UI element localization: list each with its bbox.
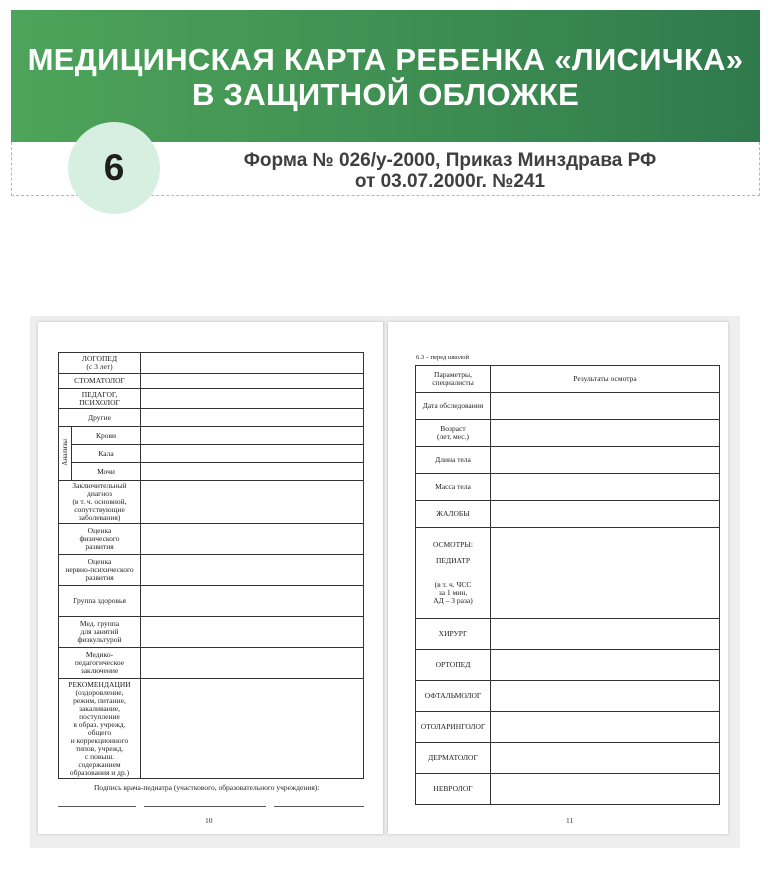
row-label: ХИРУРГ [416,619,491,650]
input-cell[interactable] [141,409,364,427]
row-label: ОСМОТРЫ: ПЕДИАТР (в т. ч. ЧСС за 1 мин, АД – 3 раза) [416,528,491,619]
row-label: Кала [72,445,141,463]
form-line-1: Форма № 026/у-2000, Приказ Минздрава РФ [243,150,657,171]
row-label: Группа здоровья [59,586,141,617]
table-row [416,774,720,805]
number-badge: 6 [68,122,160,214]
input-cell[interactable] [141,427,364,445]
left-page [38,322,384,834]
table-header-row [416,366,720,393]
signature-line[interactable] [274,806,364,807]
row-label: Дата обследования [416,393,491,420]
row-label: Оценка физического развития [59,524,141,555]
input-cell[interactable] [491,474,720,501]
row-label: ЛОГОПЕД (с 3 лет) [59,353,141,374]
input-cell[interactable] [491,774,720,805]
signature-line[interactable] [144,806,266,807]
form-line-2: от 03.07.2000г. №241 [354,171,546,192]
table-row [416,474,720,501]
right-page [388,322,728,834]
input-cell[interactable] [491,528,720,619]
table-row [416,420,720,447]
row-label: Оценка нервно-психического развития [59,555,141,586]
input-cell[interactable] [141,679,364,779]
input-cell[interactable] [491,743,720,774]
table-row [59,586,364,617]
page-number: 10 [205,816,213,825]
table-row [59,409,364,427]
table-row [416,447,720,474]
table-row [59,353,364,374]
table-row [59,679,364,779]
input-cell[interactable] [491,712,720,743]
row-label: СТОМАТОЛОГ [59,374,141,389]
table-row [59,463,364,481]
table-row [416,681,720,712]
table-row [416,528,720,619]
table-row [416,743,720,774]
table-row [416,501,720,528]
table-row [59,524,364,555]
right-table [415,365,720,805]
row-label: Другие [59,409,141,427]
table-row [59,445,364,463]
row-label: Медико- педагогическое заключение [59,648,141,679]
table-row [416,393,720,420]
title-line-1: МЕДИЦИНСКАЯ КАРТА РЕБЕНКА «ЛИСИЧКА» [27,42,744,77]
row-label: Мочи [72,463,141,481]
table-row [59,617,364,648]
row-label: Длина тела [416,447,491,474]
table-row [416,619,720,650]
input-cell[interactable] [141,389,364,409]
analyses-group-label: Анализы [59,427,72,481]
row-label: Масса тела [416,474,491,501]
input-cell[interactable] [491,650,720,681]
input-cell[interactable] [491,447,720,474]
input-cell[interactable] [141,374,364,389]
table-row [416,650,720,681]
row-label: ОФТАЛЬМОЛОГ [416,681,491,712]
signature-line[interactable] [58,806,136,807]
row-label: ДЕРМАТОЛОГ [416,743,491,774]
input-cell[interactable] [141,353,364,374]
input-cell[interactable] [141,617,364,648]
column-header-params: Параметры, специалисты [416,366,491,393]
input-cell[interactable] [141,445,364,463]
table-row [59,427,364,445]
input-cell[interactable] [141,463,364,481]
row-label: ОТОЛАРИНГОЛОГ [416,712,491,743]
row-label: Мед. группа для занятий физкультурой [59,617,141,648]
input-cell[interactable] [141,586,364,617]
table-row [59,481,364,524]
row-label: РЕКОМЕНДАЦИИ (оздоровление, режим, питание, закаливание, поступление в образ. учрежд. общего и коррекционного типов, учрежд. с повыш. содержанием образования и др.) [59,679,141,779]
table-row [59,389,364,409]
form-reference [220,150,680,192]
section-caption: 6.3 – перед школой [416,354,469,361]
signature-label: Подпись врача-педиатра (участкового, образовательного учреждения): [94,783,320,792]
input-cell[interactable] [491,501,720,528]
input-cell[interactable] [141,555,364,586]
page-number: 11 [566,816,574,825]
row-label: Крови [72,427,141,445]
input-cell[interactable] [141,648,364,679]
column-header-results: Результаты осмотра [491,366,720,393]
row-label: ЖАЛОБЫ [416,501,491,528]
input-cell[interactable] [141,481,364,524]
input-cell[interactable] [491,420,720,447]
input-cell[interactable] [491,393,720,420]
title-line-2: В ЗАЩИТНОЙ ОБЛОЖКЕ [191,77,580,112]
input-cell[interactable] [491,681,720,712]
left-table [58,352,364,779]
input-cell[interactable] [491,619,720,650]
table-row [59,374,364,389]
row-label: НЕВРОЛОГ [416,774,491,805]
row-label: ОРТОПЕД [416,650,491,681]
table-row [59,648,364,679]
input-cell[interactable] [141,524,364,555]
table-row [59,555,364,586]
row-label: ПЕДАГОГ, ПСИХОЛОГ [59,389,141,409]
row-label: Заключительный диагноз (в т. ч. основной, сопутствующие заболевания) [59,481,141,524]
table-row [416,712,720,743]
row-label: Возраст (лет, мес.) [416,420,491,447]
banner-title [11,42,760,112]
